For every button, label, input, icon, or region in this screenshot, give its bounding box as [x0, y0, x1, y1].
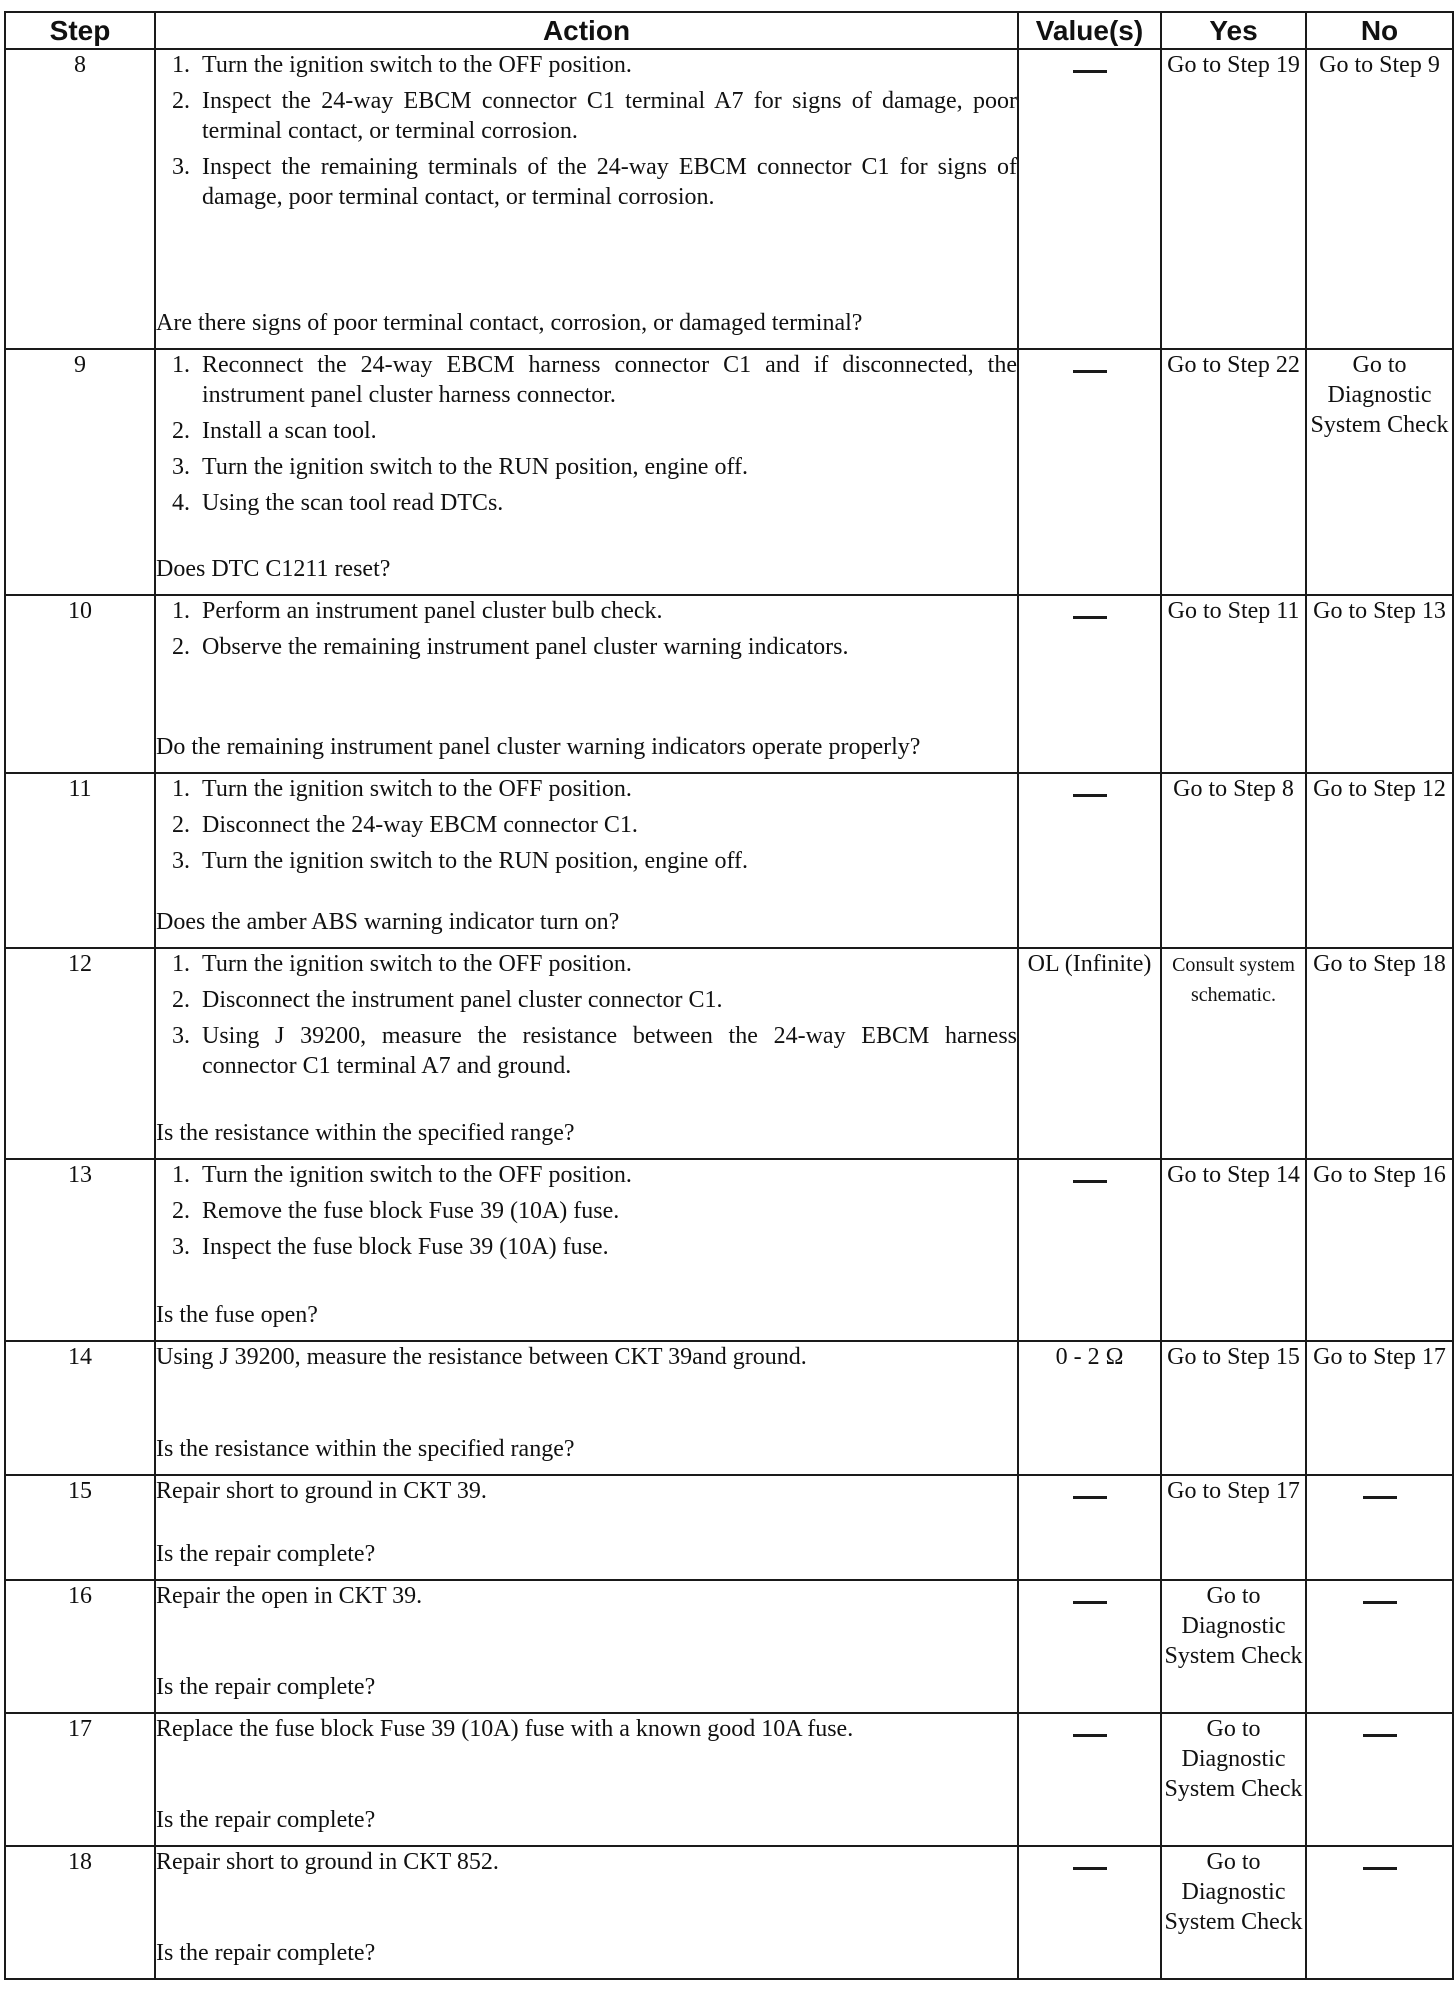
no-cell — [1306, 49, 1453, 349]
no-cell — [1306, 1341, 1453, 1475]
yes-cell — [1161, 1846, 1306, 1979]
header-row — [5, 12, 1453, 49]
step-text: Remove the fuse block Fuse 39 (10A) fuse. — [202, 1198, 620, 1224]
em-dash — [1073, 1601, 1107, 1604]
action-step — [156, 596, 1017, 626]
em-dash — [1363, 1496, 1397, 1499]
action-question: Is the repair complete? — [156, 1940, 376, 1966]
outcome-text: Go to Step 18 — [1313, 951, 1446, 977]
action-step — [156, 350, 1017, 410]
action-step — [156, 152, 1017, 212]
step-index: 1. — [172, 598, 190, 624]
outcome-text: Go to Diagnostic System Check — [1310, 352, 1449, 438]
action-cell — [155, 349, 1018, 595]
action-content — [156, 949, 1017, 1148]
step-number: 13 — [5, 1159, 155, 1341]
header-step: Step — [5, 12, 155, 49]
step-text: Turn the ignition switch to the OFF position. — [202, 776, 632, 802]
action-step — [156, 50, 1017, 80]
table-row — [5, 1159, 1453, 1341]
yes-cell — [1161, 948, 1306, 1159]
table-row — [5, 349, 1453, 595]
step-text: Inspect the fuse block Fuse 39 (10A) fuse. — [202, 1234, 609, 1260]
diagnostic-table — [4, 11, 1454, 1980]
step-index: 3. — [172, 848, 190, 874]
step-index: 1. — [172, 951, 190, 977]
action-step — [156, 1232, 1017, 1262]
value-cell — [1018, 1713, 1161, 1846]
outcome-text: Go to Diagnostic System Check — [1164, 1849, 1303, 1935]
action-steps — [156, 774, 1017, 882]
action-content — [156, 1581, 1017, 1702]
action-step — [156, 774, 1017, 804]
no-cell — [1306, 595, 1453, 773]
action-text: Repair short to ground in CKT 852. — [156, 1849, 499, 1875]
no-cell — [1306, 1475, 1453, 1580]
step-text: Disconnect the instrument panel cluster connector C1. — [202, 987, 723, 1013]
outcome-text: Go to Step 17 — [1313, 1344, 1446, 1370]
em-dash — [1363, 1867, 1397, 1870]
outcome-text: Go to Step 17 — [1167, 1478, 1300, 1504]
step-text: Install a scan tool. — [202, 418, 377, 444]
step-index: 1. — [172, 52, 190, 78]
table-row — [5, 1713, 1453, 1846]
action-step — [156, 632, 1017, 662]
outcome-text: Go to Step 11 — [1167, 598, 1300, 624]
table-row — [5, 1846, 1453, 1979]
action-steps — [156, 949, 1017, 1087]
step-text: Inspect the remaining terminals of the 24-way EBCM connector C1 for signs of damage, poor terminal contact, or terminal corrosion. — [202, 154, 1017, 210]
header-no: No — [1306, 12, 1453, 49]
outcome-text: 0 - 2 Ω — [1055, 1344, 1124, 1370]
em-dash — [1073, 70, 1107, 73]
step-index: 3. — [172, 454, 190, 480]
action-cell — [155, 1580, 1018, 1713]
action-step — [156, 416, 1017, 446]
action-step — [156, 452, 1017, 482]
outcome-text: Go to Diagnostic System Check — [1164, 1716, 1303, 1802]
step-number: 14 — [5, 1341, 155, 1475]
action-cell — [155, 1475, 1018, 1580]
value-cell — [1018, 349, 1161, 595]
action-steps — [156, 50, 1017, 218]
action-content — [156, 1847, 1017, 1968]
yes-cell — [1161, 1580, 1306, 1713]
action-text: Repair short to ground in CKT 39. — [156, 1478, 487, 1504]
step-number: 8 — [5, 49, 155, 349]
action-step — [156, 488, 1017, 518]
step-index: 1. — [172, 352, 190, 378]
table-row — [5, 49, 1453, 349]
step-text: Turn the ignition switch to the OFF position. — [202, 951, 632, 977]
table-row — [5, 773, 1453, 948]
action-steps — [156, 596, 1017, 668]
step-index: 1. — [172, 776, 190, 802]
step-text: Turn the ignition switch to the OFF position. — [202, 1162, 632, 1188]
outcome-text: Go to Step 9 — [1319, 52, 1440, 78]
em-dash — [1073, 1180, 1107, 1183]
action-content — [156, 596, 1017, 762]
value-cell — [1018, 1846, 1161, 1979]
action-content — [156, 774, 1017, 937]
action-cell — [155, 1846, 1018, 1979]
header-action: Action — [155, 12, 1018, 49]
step-text: Turn the ignition switch to the OFF position. — [202, 52, 632, 78]
step-index: 2. — [172, 812, 190, 838]
outcome-text: Go to Diagnostic System Check — [1164, 1583, 1303, 1669]
action-content — [156, 1714, 1017, 1835]
action-step — [156, 86, 1017, 146]
action-cell — [155, 595, 1018, 773]
value-cell — [1018, 595, 1161, 773]
action-text: Replace the fuse block Fuse 39 (10A) fuse with a known good 10A fuse. — [156, 1716, 854, 1742]
action-question: Is the resistance within the specified range? — [156, 1436, 575, 1462]
no-cell — [1306, 1159, 1453, 1341]
table-row — [5, 1341, 1453, 1475]
no-cell — [1306, 1846, 1453, 1979]
no-cell — [1306, 948, 1453, 1159]
step-text: Observe the remaining instrument panel cluster warning indicators. — [202, 634, 849, 660]
step-text: Inspect the 24-way EBCM connector C1 terminal A7 for signs of damage, poor terminal contact, or terminal corrosion. — [202, 88, 1017, 144]
yes-cell — [1161, 349, 1306, 595]
step-number: 17 — [5, 1713, 155, 1846]
step-index: 2. — [172, 634, 190, 660]
outcome-text: OL (Infinite) — [1027, 951, 1152, 977]
no-cell — [1306, 349, 1453, 595]
value-cell — [1018, 1341, 1161, 1475]
table-row — [5, 595, 1453, 773]
step-text: Turn the ignition switch to the RUN position, engine off. — [202, 848, 748, 874]
step-number: 9 — [5, 349, 155, 595]
step-index: 4. — [172, 490, 190, 516]
outcome-text: Go to Step 16 — [1313, 1162, 1446, 1188]
table-row — [5, 1580, 1453, 1713]
em-dash — [1073, 1867, 1107, 1870]
no-cell — [1306, 1580, 1453, 1713]
header-yes: Yes — [1161, 12, 1306, 49]
em-dash — [1073, 370, 1107, 373]
em-dash — [1363, 1734, 1397, 1737]
outcome-text: Go to Step 13 — [1313, 598, 1446, 624]
diagnostic-page — [4, 11, 1452, 1980]
action-content — [156, 1476, 1017, 1569]
action-step — [156, 985, 1017, 1015]
step-number: 15 — [5, 1475, 155, 1580]
no-cell — [1306, 773, 1453, 948]
action-content — [156, 350, 1017, 584]
action-content — [156, 1160, 1017, 1330]
step-number: 18 — [5, 1846, 155, 1979]
value-cell — [1018, 948, 1161, 1159]
no-cell — [1306, 1713, 1453, 1846]
action-step — [156, 846, 1017, 876]
outcome-text: Consult system schematic. — [1172, 954, 1295, 1006]
step-number: 11 — [5, 773, 155, 948]
value-cell — [1018, 1475, 1161, 1580]
step-text: Disconnect the 24-way EBCM connector C1. — [202, 812, 638, 838]
yes-cell — [1161, 1159, 1306, 1341]
action-question: Is the fuse open? — [156, 1302, 318, 1328]
step-index: 2. — [172, 88, 190, 114]
action-text: Repair the open in CKT 39. — [156, 1583, 423, 1609]
step-number: 12 — [5, 948, 155, 1159]
yes-cell — [1161, 1341, 1306, 1475]
step-index: 3. — [172, 1234, 190, 1260]
action-content — [156, 50, 1017, 338]
step-index: 3. — [172, 1023, 190, 1049]
action-question: Is the repair complete? — [156, 1807, 376, 1833]
value-cell — [1018, 1580, 1161, 1713]
em-dash — [1073, 1734, 1107, 1737]
action-question: Do the remaining instrument panel cluster warning indicators operate properly? — [156, 734, 921, 760]
action-cell — [155, 1713, 1018, 1846]
em-dash — [1073, 1496, 1107, 1499]
action-cell — [155, 948, 1018, 1159]
action-step — [156, 949, 1017, 979]
value-cell — [1018, 49, 1161, 349]
step-text: Perform an instrument panel cluster bulb check. — [202, 598, 663, 624]
action-cell — [155, 773, 1018, 948]
outcome-text: Go to Step 19 — [1167, 52, 1300, 78]
yes-cell — [1161, 1475, 1306, 1580]
yes-cell — [1161, 773, 1306, 948]
outcome-text: Go to Step 12 — [1313, 776, 1446, 802]
step-text: Using J 39200, measure the resistance between the 24-way EBCM harness connector C1 terminal A7 and ground. — [202, 1023, 1017, 1079]
em-dash — [1363, 1601, 1397, 1604]
table-row — [5, 948, 1453, 1159]
table-body — [5, 49, 1453, 1979]
action-cell — [155, 1159, 1018, 1341]
action-text: Using J 39200, measure the resistance between CKT 39and ground. — [156, 1344, 807, 1370]
em-dash — [1073, 616, 1107, 619]
value-cell — [1018, 773, 1161, 948]
action-steps — [156, 1160, 1017, 1268]
action-cell — [155, 1341, 1018, 1475]
outcome-text: Go to Step 8 — [1173, 776, 1294, 802]
yes-cell — [1161, 1713, 1306, 1846]
action-question: Does DTC C1211 reset? — [156, 556, 391, 582]
outcome-text: Go to Step 14 — [1167, 1162, 1300, 1188]
action-step — [156, 1160, 1017, 1190]
action-question: Is the repair complete? — [156, 1674, 376, 1700]
outcome-text: Go to Step 15 — [1167, 1344, 1300, 1370]
step-text: Turn the ignition switch to the RUN position, engine off. — [202, 454, 748, 480]
yes-cell — [1161, 49, 1306, 349]
step-index: 2. — [172, 418, 190, 444]
step-text: Using the scan tool read DTCs. — [202, 490, 504, 516]
action-step — [156, 810, 1017, 840]
action-question: Is the resistance within the specified range? — [156, 1120, 575, 1146]
step-index: 1. — [172, 1162, 190, 1188]
action-question: Is the repair complete? — [156, 1541, 376, 1567]
action-steps — [156, 350, 1017, 524]
value-cell — [1018, 1159, 1161, 1341]
action-question: Does the amber ABS warning indicator turn on? — [156, 909, 620, 935]
table-row — [5, 1475, 1453, 1580]
outcome-text: Go to Step 22 — [1167, 352, 1300, 378]
yes-cell — [1161, 595, 1306, 773]
action-step — [156, 1021, 1017, 1081]
step-number: 10 — [5, 595, 155, 773]
action-question: Are there signs of poor terminal contact, corrosion, or damaged terminal? — [156, 310, 863, 336]
action-cell — [155, 49, 1018, 349]
action-step — [156, 1196, 1017, 1226]
step-number: 16 — [5, 1580, 155, 1713]
header-values: Value(s) — [1018, 12, 1161, 49]
em-dash — [1073, 794, 1107, 797]
step-text: Reconnect the 24-way EBCM harness connector C1 and if disconnected, the instrument panel cluster harness connector. — [202, 352, 1017, 408]
action-content — [156, 1342, 1017, 1464]
step-index: 3. — [172, 154, 190, 180]
step-index: 2. — [172, 1198, 190, 1224]
step-index: 2. — [172, 987, 190, 1013]
